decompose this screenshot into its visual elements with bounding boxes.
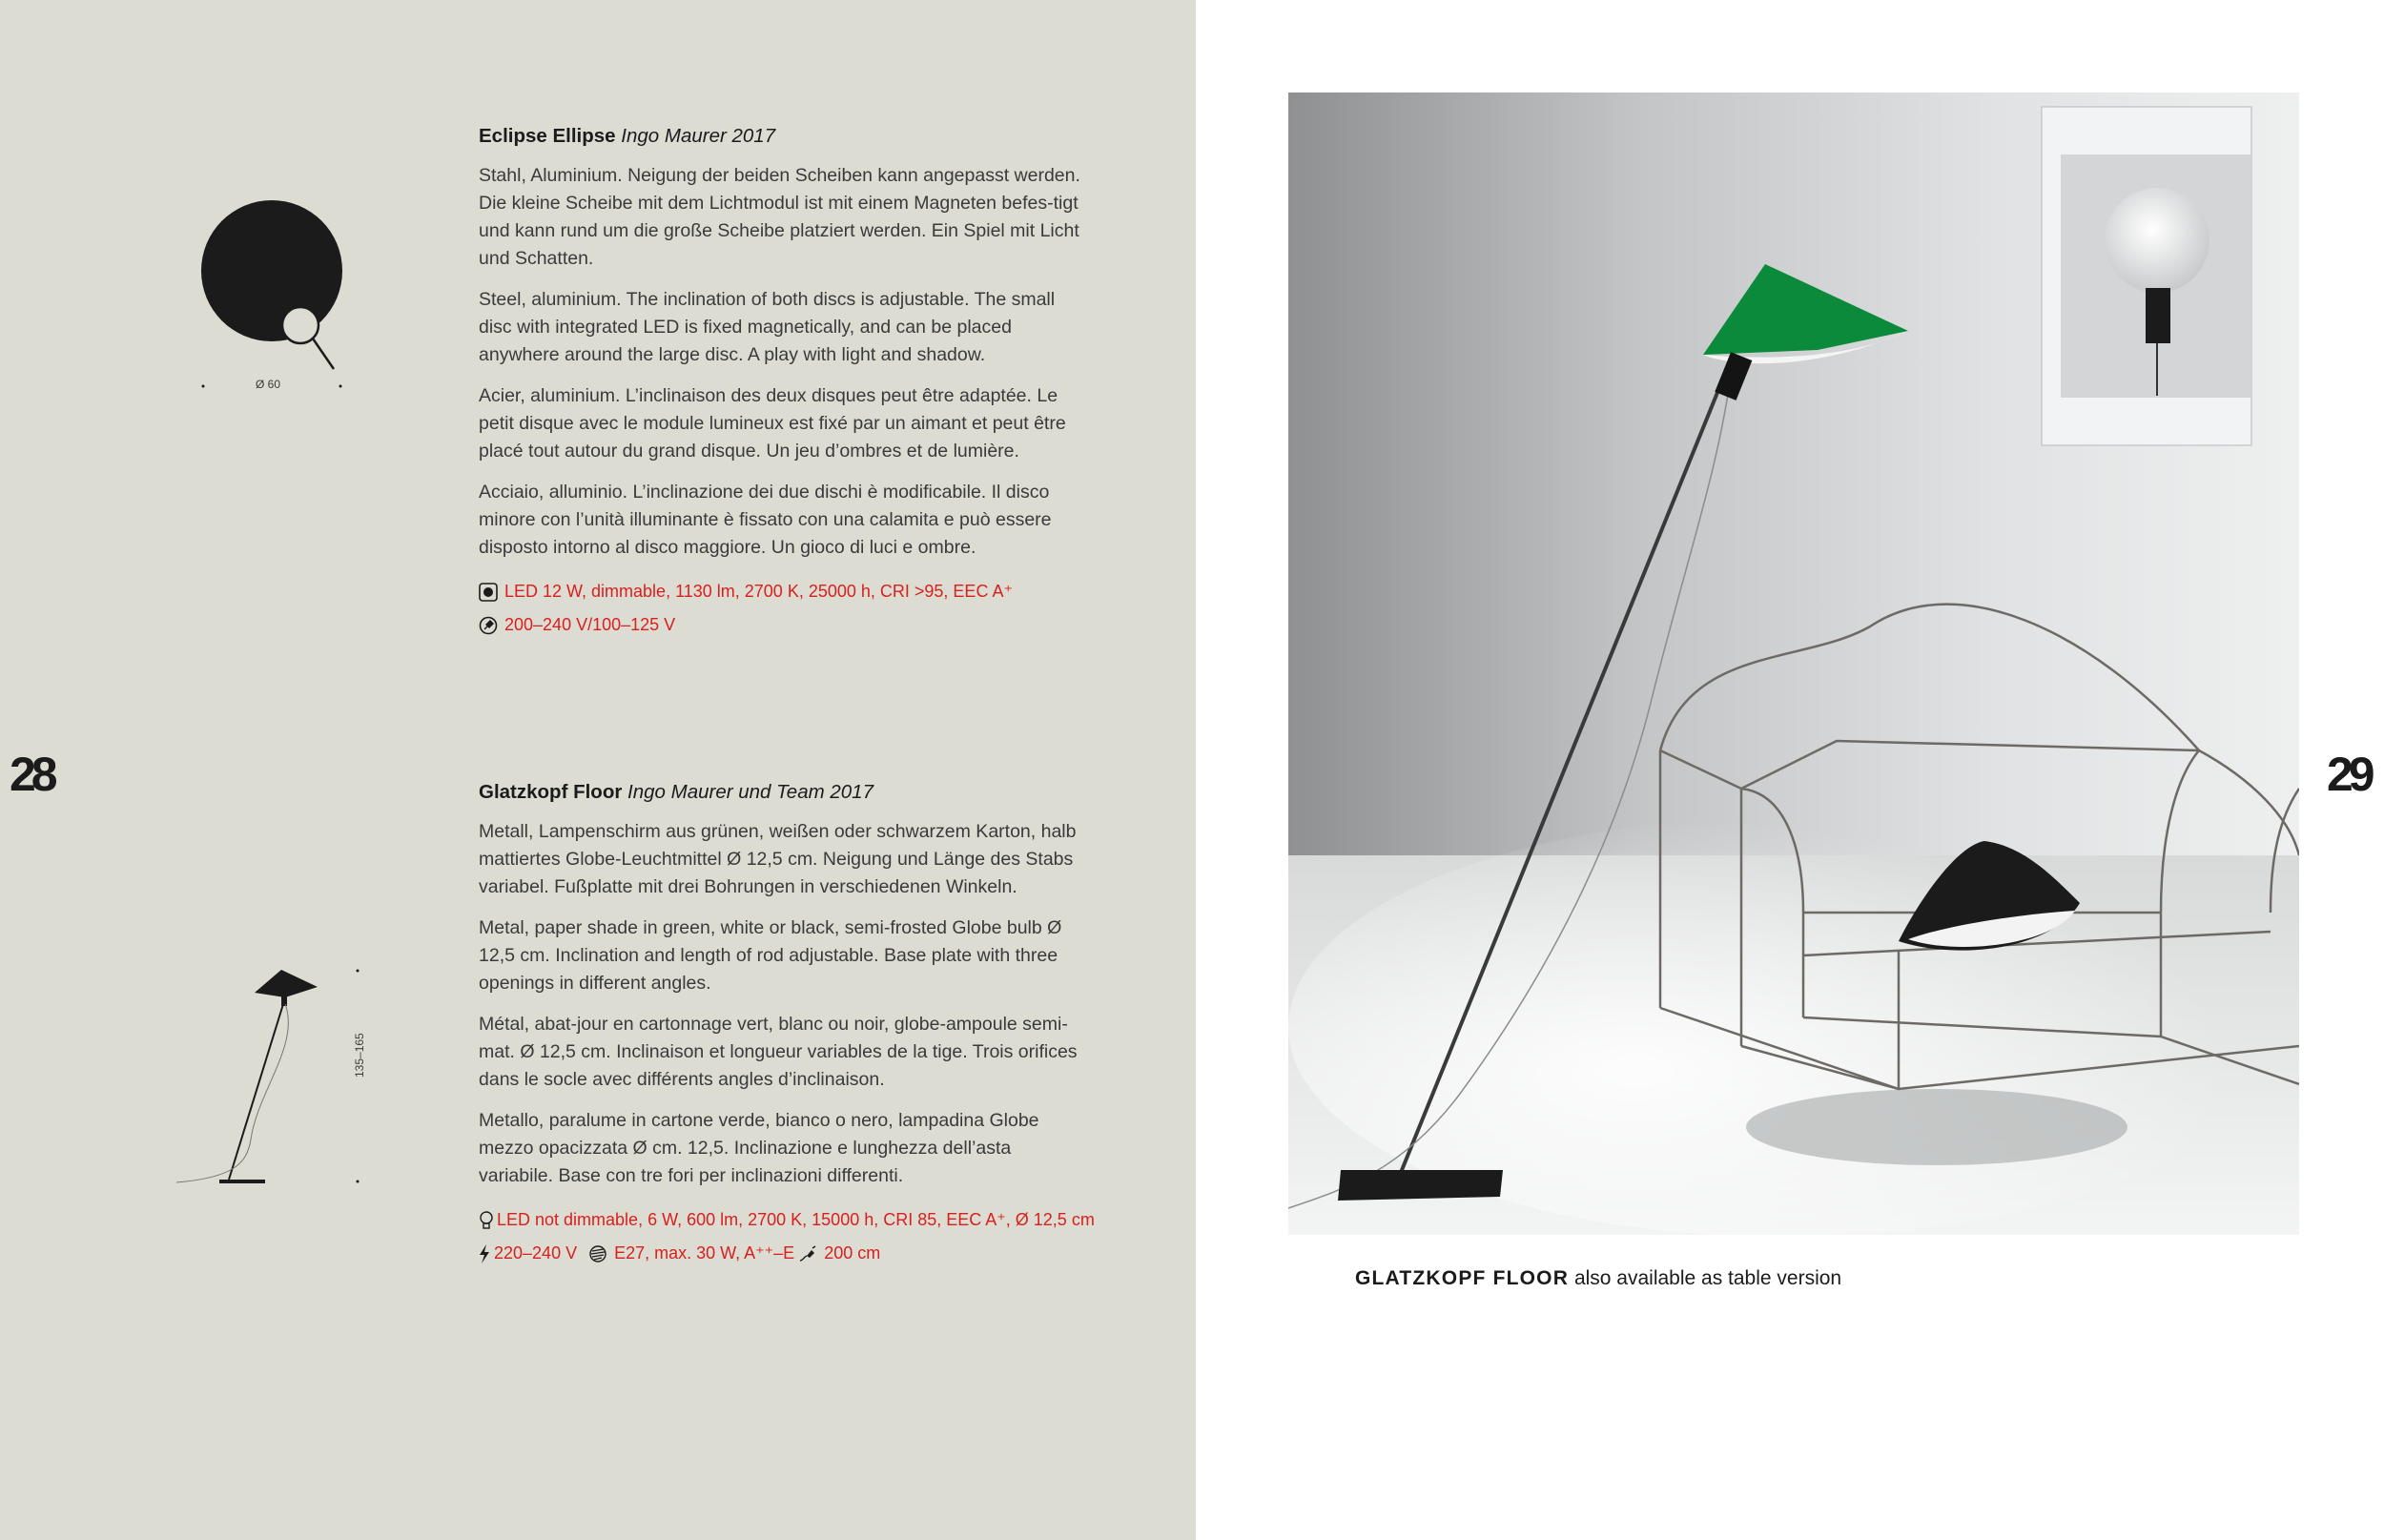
spec-text: 200–240 V/100–125 V (504, 615, 676, 634)
photo-caption (1355, 1267, 1841, 1290)
eclipse-ellipse-sketch (191, 186, 362, 405)
spec-text: 220–240 V (494, 1243, 578, 1263)
description-en: Metal, paper shade in green, white or black, semi-frosted Globe bulb Ø 12,5 cm. Inclination and length of rod adjustable. Base plate with three openings in different angles. (479, 917, 1062, 994)
description-de: Stahl, Aluminium. Neigung der beiden Scheiben kann angepasst werden. Die kleine Scheibe mit dem Lichtmodul ist mit einem Magneten befes-tigt und kann rund um die große Scheibe platziert werden. Ein Spiel mit Licht und Schatten. (479, 165, 1080, 269)
large-disc (201, 200, 342, 341)
description-it: Metallo, paralume in cartone verde, bianco o nero, lampadina Globe mezzo opacizzata Ø cm. 12,5. Inclinazione e lunghezza dell’asta variabile. Base con tre fori per inclinazioni differenti. (479, 1110, 1039, 1186)
spec-line (479, 1203, 1095, 1237)
socket-icon (588, 1244, 607, 1263)
product-photo (1288, 92, 2299, 1235)
spec-text: LED not dimmable, 6 W, 600 lm, 2700 K, 15000 h, CRI 85, EEC A⁺, Ø 12,5 cm (497, 1210, 1095, 1229)
bulb-icon (479, 1211, 494, 1230)
spec-line (479, 575, 1089, 608)
product-name: Eclipse Ellipse (479, 125, 616, 147)
description-de: Metall, Lampenschirm aus grünen, weißen oder schwarzem Karton, halb mattiertes Globe-Leuchtmittel Ø 12,5 cm. Neigung und Länge des Stabs variabel. Fußplatte mit drei Bohrungen in verschiedenen Winkeln. (479, 821, 1077, 897)
product-eclipse-ellipse (479, 123, 1089, 642)
glatzkopf-dimension-label: 135–165 (353, 1033, 366, 1078)
small-disc (282, 307, 319, 343)
eclipse-dimension-label: Ø 60 (256, 378, 281, 391)
spec-text: 200 cm (824, 1243, 881, 1263)
sketch-shade (255, 970, 318, 997)
spec-text: LED 12 W, dimmable, 1130 lm, 2700 K, 25000 h, CRI >95, EEC A⁺ (504, 582, 1013, 601)
caption-product-name: GLATZKOPF FLOOR (1355, 1267, 1570, 1289)
page-number-left: 28 (10, 748, 53, 801)
caption-text: also available as table version (1573, 1267, 1842, 1289)
product-title (479, 123, 1089, 150)
lamp-base (1338, 1170, 1503, 1201)
product-glatzkopf-floor (479, 779, 1095, 1270)
page-number-right: 29 (2327, 748, 2371, 801)
spec-text: E27, max. 30 W, A⁺⁺–E (614, 1243, 795, 1263)
product-name: Glatzkopf Floor (479, 781, 623, 803)
glatzkopf-floor-sketch (167, 958, 377, 1197)
description-fr: Acier, aluminium. L’inclinaison des deux disques peut être adaptée. Le petit disque avec le module lumineux est fixé par un aimant et peut être placé tout autour du grand disque. Un jeu d’ombres et de lumière. (479, 385, 1066, 462)
product-title (479, 779, 1089, 806)
cable-icon (798, 1244, 817, 1263)
spec-line (479, 1237, 1089, 1270)
product-designer: Ingo Maurer und Team 2017 (627, 781, 873, 803)
wall-print (2042, 107, 2251, 445)
sketch-base (219, 1180, 265, 1183)
product-designer: Ingo Maurer 2017 (621, 125, 776, 147)
description-en: Steel, aluminium. The inclination of both discs is adjustable. The small disc with integrated LED is fixed magnetically, and can be placed anywhere around the large disc. A play with light and shadow. (479, 289, 1056, 365)
description-fr: Métal, abat-jour en cartonnage vert, blanc ou noir, globe-ampoule semi-mat. Ø 12,5 cm. Inclinaison et longueur variables de la tige. Trois orifices dans le socle avec différents angles d’inclinaison. (479, 1014, 1078, 1090)
led-module-icon (479, 583, 498, 602)
plug-icon (479, 616, 498, 635)
description-it: Acciaio, alluminio. L’inclinazione dei due dischi è modificabile. Il disco minore con l’unità illuminante è fissato con una calamita e può essere disposto intorno al disco maggiore. Un gioco di luci e ombre. (479, 482, 1052, 558)
spec-line (479, 608, 1089, 642)
voltage-icon (479, 1244, 490, 1263)
